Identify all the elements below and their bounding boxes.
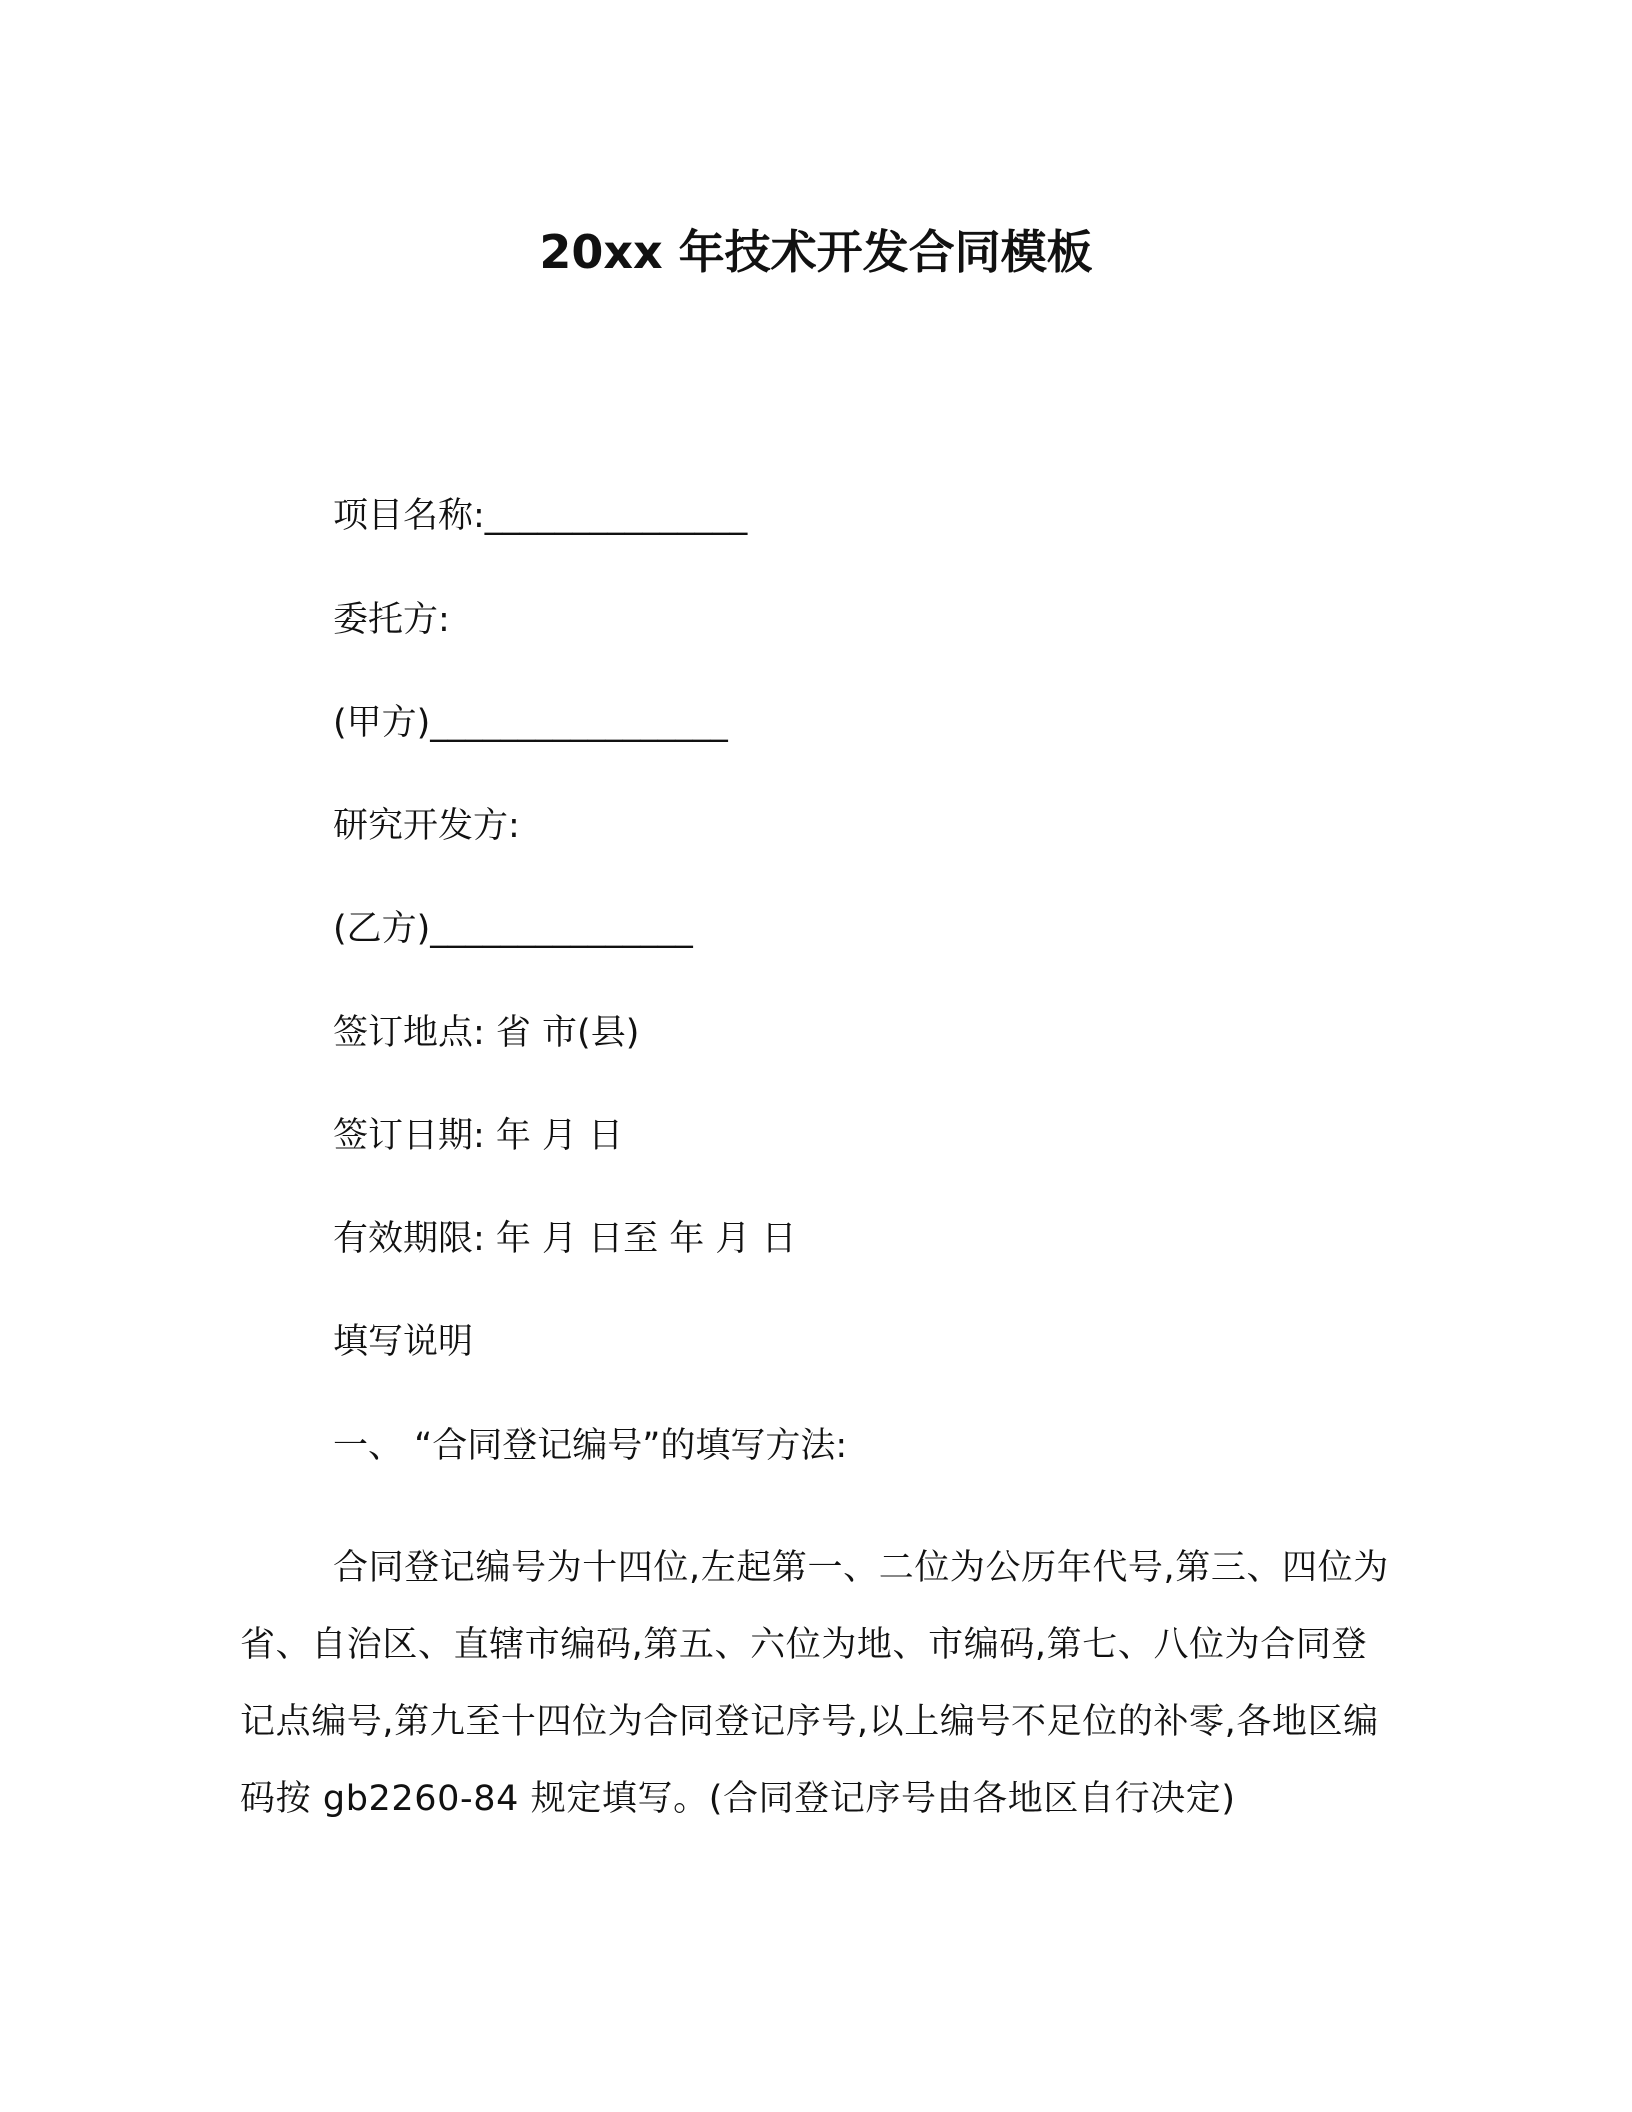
signing-place-line: 签订地点: 省 市(县) <box>333 1013 640 1053</box>
project-name-line: 项目名称:_______________ <box>333 496 748 536</box>
signing-date-line: 签订日期: 年 月 日 <box>333 1116 624 1156</box>
developer-label: 研究开发方: <box>333 806 520 846</box>
document-title: 20xx 年技术开发合同模板 <box>539 225 1093 279</box>
client-label: 委托方: <box>333 600 450 640</box>
section-one-heading: 一、 “合同登记编号”的填写方法: <box>333 1426 848 1466</box>
party-b-line: (乙方)_______________ <box>333 909 693 949</box>
validity-period-line: 有效期限: 年 月 日至 年 月 日 <box>333 1219 797 1259</box>
instructions-heading: 填写说明 <box>333 1322 474 1362</box>
party-a-line: (甲方)_________________ <box>333 703 728 743</box>
registration-number-paragraph: 合同登记编号为十四位,左起第一、二位为公历年代号,第三、四位为省、自治区、直辖市编码,第五、六位为地、市编码,第七、八位为合同登记点编号,第九至十四位为合同登记序号,以上编号不足位的补零,各地区编码按 gb2260-84 规定填写。(合同登记序号由各地区自行决定) <box>240 1548 1389 1819</box>
